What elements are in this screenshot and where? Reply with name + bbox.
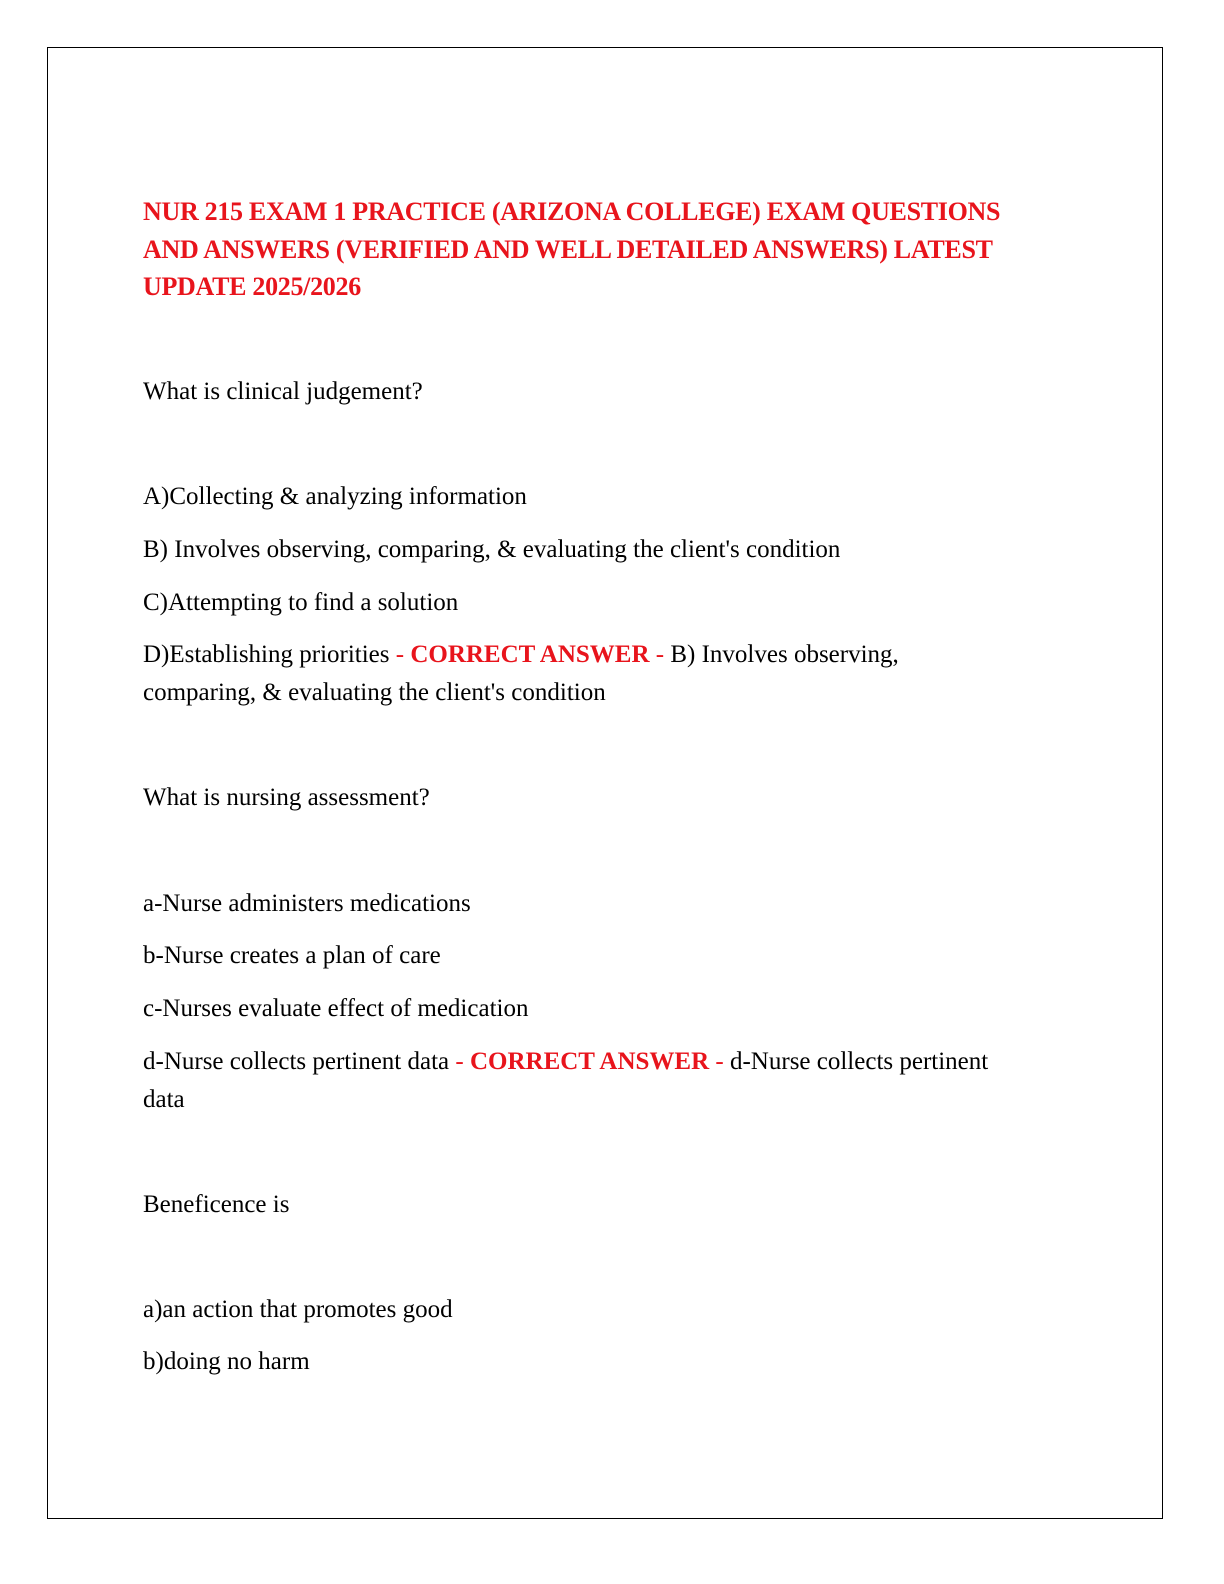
question-3-option-b: b)doing no harm	[143, 1348, 310, 1375]
question-1-option-d-with-answer	[143, 636, 1003, 712]
question-3-option-a: a)an action that promotes good	[143, 1296, 453, 1323]
question-2-prompt: What is nursing assessment?	[143, 784, 430, 811]
question-3-prompt: Beneficence is	[143, 1191, 290, 1218]
question-2-option-c: c-Nurses evaluate effect of medication	[143, 995, 529, 1022]
question-2-answer: d-Nurse collects pertinent data	[143, 1048, 989, 1113]
correct-answer-marker: - CORRECT ANSWER -	[395, 641, 665, 668]
question-1-prompt: What is clinical judgement?	[143, 378, 423, 405]
question-2-option-a: a-Nurse administers medications	[143, 890, 471, 917]
question-2-option-d-with-answer	[143, 1043, 1003, 1119]
question-1-option-d: D)Establishing priorities	[143, 641, 390, 668]
question-1-option-b: B) Involves observing, comparing, & evaluating the client's condition	[143, 536, 841, 563]
question-1-option-a: A)Collecting & analyzing information	[143, 483, 527, 510]
correct-answer-label: CORRECT ANSWER	[469, 1048, 710, 1075]
correct-answer-label: CORRECT ANSWER	[410, 641, 650, 668]
question-2-option-b: b-Nurse creates a plan of care	[143, 942, 441, 969]
correct-answer-marker: - CORRECT ANSWER -	[455, 1048, 724, 1075]
question-2-option-d: d-Nurse collects pertinent data	[143, 1048, 450, 1075]
document-title: NUR 215 EXAM 1 PRACTICE (ARIZONA COLLEGE) EXAM QUESTIONS AND ANSWERS (VERIFIED AND WELL DETAILED ANSWERS) LATEST UPDATE 2025/2026	[143, 197, 1001, 301]
question-1-answer: B) Involves observing, comparing, & evaluating the client's condition	[143, 641, 899, 706]
question-1-option-c: C)Attempting to find a solution	[143, 589, 459, 616]
